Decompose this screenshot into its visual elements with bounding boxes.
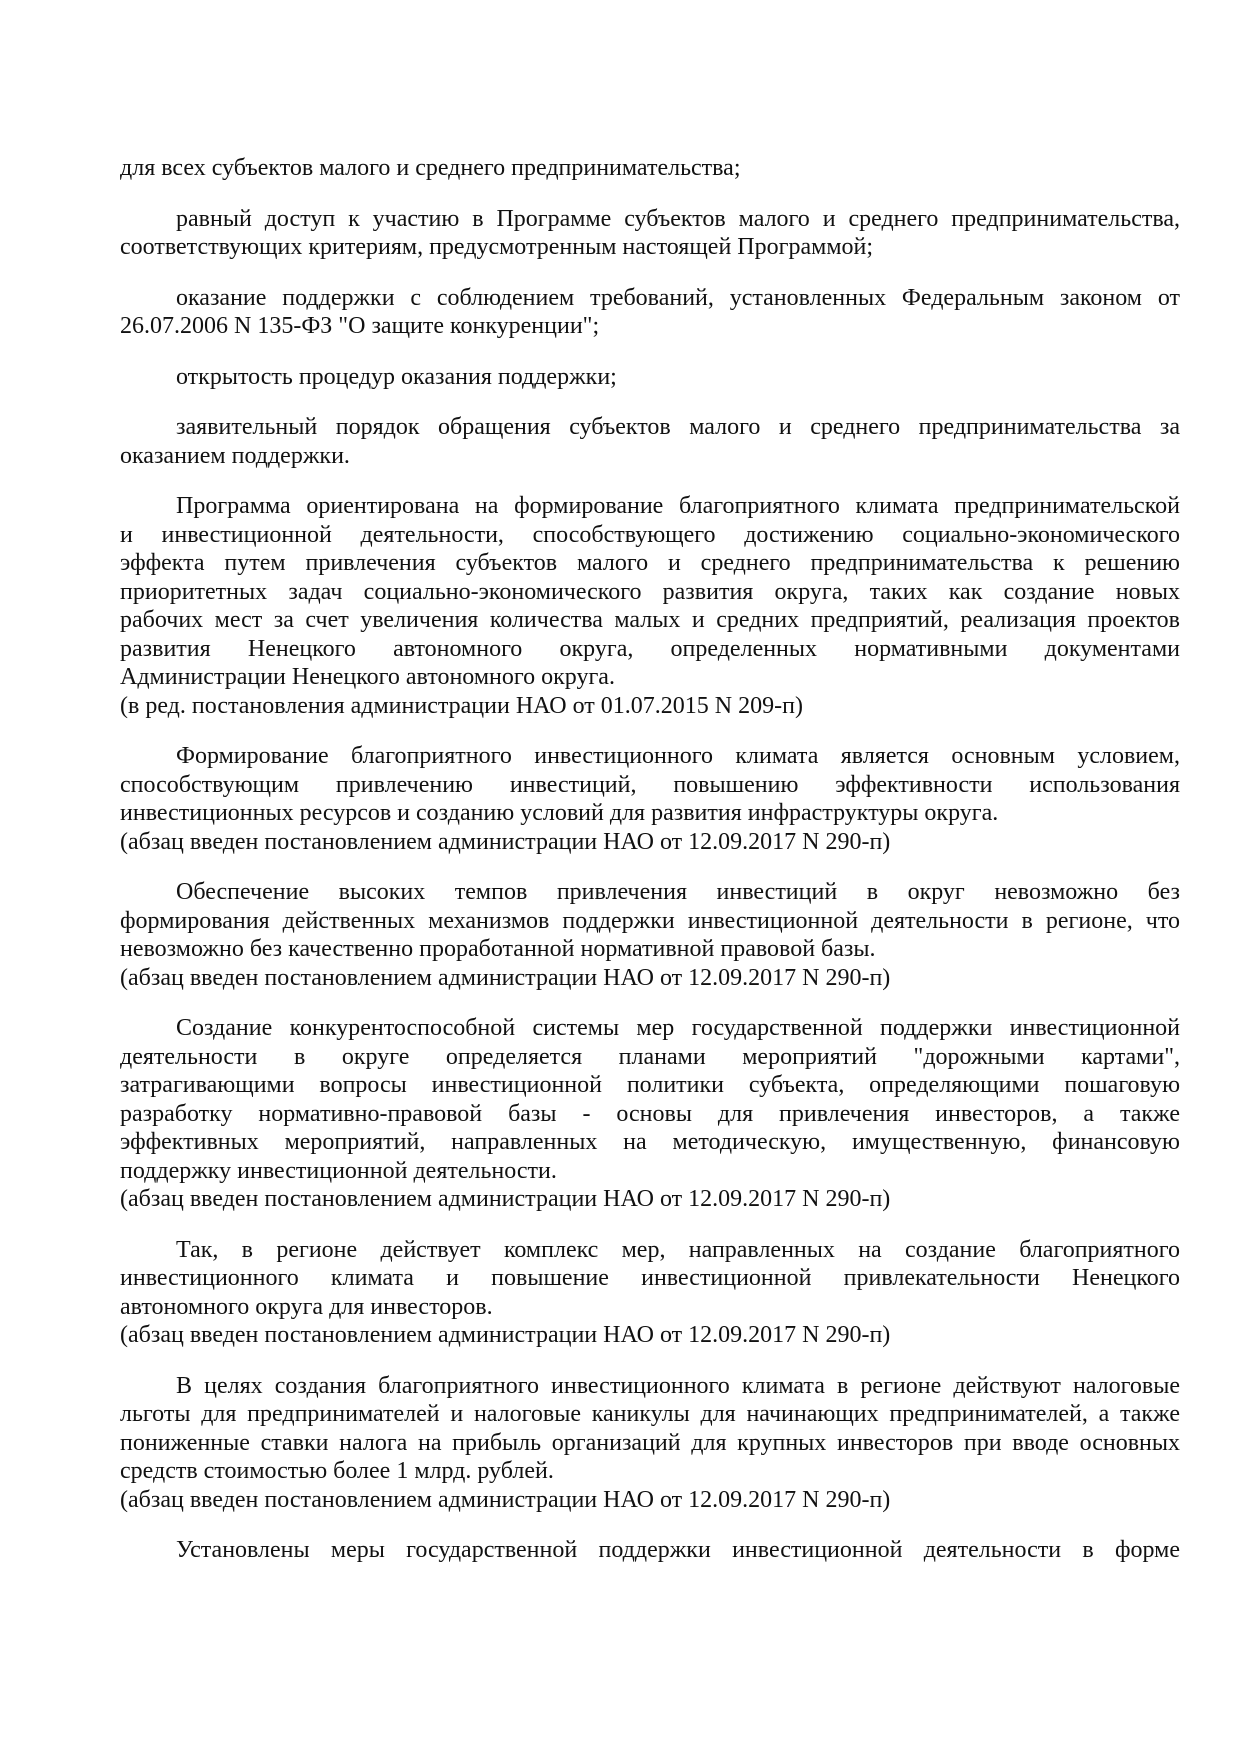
amendment-note: (в ред. постановления администрации НАО от 01.07.2015 N 209-п) xyxy=(120,692,803,719)
amendment-note: (абзац введен постановлением администрации НАО от 12.09.2017 N 290-п) xyxy=(120,1186,891,1212)
paragraph-line: автономного округа для инвесторов. xyxy=(120,1293,493,1320)
paragraph xyxy=(120,878,1180,992)
paragraph-line: оказание поддержки с соблюдением требований, установленных Федеральным законом от xyxy=(176,284,1180,311)
paragraph xyxy=(120,742,1180,856)
paragraph-line: для всех субъектов малого и среднего предпринимательства; xyxy=(120,155,741,181)
paragraph-line: открытость процедур оказания поддержки; xyxy=(176,363,617,390)
paragraph-line: Программа ориентирована на формирование благоприятного климата предпринимательской xyxy=(176,493,1180,519)
paragraph-line: Администрации Ненецкого автономного округа. xyxy=(120,664,615,690)
paragraph-line: развития Ненецкого автономного округа, определенных нормативными документами xyxy=(120,635,1180,662)
paragraph-line: средств стоимостью более 1 млрд. рублей. xyxy=(120,1458,554,1484)
paragraph-line: формирования действенных механизмов поддержки инвестиционной деятельности в регионе, что xyxy=(120,907,1180,934)
paragraph-line: заявительный порядок обращения субъектов малого и среднего предпринимательства за xyxy=(176,414,1180,440)
paragraph-line: приоритетных задач социально-экономического развития округа, таких как создание новых xyxy=(120,578,1180,605)
paragraph-line: Установлены меры государственной поддержки инвестиционной деятельности в форме xyxy=(176,1537,1180,1563)
paragraph xyxy=(120,284,1180,341)
paragraph xyxy=(120,363,1180,392)
paragraph xyxy=(120,1014,1180,1214)
paragraph-line: деятельности в округе определяется планами мероприятий "дорожными картами", xyxy=(120,1043,1180,1070)
paragraph xyxy=(120,1372,1180,1515)
paragraph-line: эффекта путем привлечения субъектов малого и среднего предпринимательства к решению xyxy=(120,550,1180,576)
paragraph-line: Создание конкурентоспособной системы мер государственной поддержки инвестиционной xyxy=(176,1015,1180,1041)
paragraph xyxy=(120,205,1180,262)
paragraph-line: инвестиционных ресурсов и созданию условий для развития инфраструктуры округа. xyxy=(120,800,999,826)
paragraph-line: оказанием поддержки. xyxy=(120,442,350,469)
paragraph-line: способствующим привлечению инвестиций, повышению эффективности использования xyxy=(120,771,1180,798)
paragraph-line: В целях создания благоприятного инвестиционного климата в регионе действуют налоговые xyxy=(176,1372,1180,1399)
paragraph-line: разработку нормативно-правовой базы - основы для привлечения инвесторов, а также xyxy=(120,1100,1180,1127)
paragraph-line: соответствующих критериям, предусмотренным настоящей Программой; xyxy=(120,234,874,260)
paragraph-line: пониженные ставки налога на прибыль организаций для крупных инвесторов при вводе основных xyxy=(120,1429,1180,1456)
paragraph-line: инвестиционного климата и повышение инвестиционной привлекательности Ненецкого xyxy=(120,1265,1180,1291)
paragraph xyxy=(120,154,1180,183)
paragraph-line: Формирование благоприятного инвестиционного климата является основным условием, xyxy=(176,743,1180,769)
document-page xyxy=(120,154,1180,1587)
paragraph-line: 26.07.2006 N 135-ФЗ "О защите конкуренции"; xyxy=(120,313,600,339)
paragraph-line: льготы для предпринимателей и налоговые каникулы для начинающих предпринимателей, а также xyxy=(120,1401,1180,1427)
amendment-note: (абзац введен постановлением администрации НАО от 12.09.2017 N 290-п) xyxy=(120,1486,891,1513)
paragraph-line: затрагивающими вопросы инвестиционной политики субъекта, определяющими пошаговую xyxy=(120,1072,1180,1098)
paragraph-line: рабочих мест за счет увеличения количества малых и средних предприятий, реализация проектов xyxy=(120,607,1180,633)
paragraph-line: эффективных мероприятий, направленных на методическую, имущественную, финансовую xyxy=(120,1129,1180,1155)
paragraph-line: и инвестиционной деятельности, способствующего достижению социально-экономического xyxy=(120,521,1180,548)
paragraph-line: поддержку инвестиционной деятельности. xyxy=(120,1157,557,1184)
paragraph xyxy=(120,1536,1180,1565)
paragraph-line: невозможно без качественно проработанной нормативной правовой базы. xyxy=(120,936,876,962)
paragraph xyxy=(120,492,1180,720)
paragraph xyxy=(120,1236,1180,1350)
amendment-note: (абзац введен постановлением администрации НАО от 12.09.2017 N 290-п) xyxy=(120,1322,891,1348)
amendment-note: (абзац введен постановлением администрации НАО от 12.09.2017 N 290-п) xyxy=(120,828,891,855)
paragraph-line: Обеспечение высоких темпов привлечения инвестиций в округ невозможно без xyxy=(176,879,1180,905)
paragraph-line: равный доступ к участию в Программе субъектов малого и среднего предпринимательства, xyxy=(176,205,1180,232)
paragraph xyxy=(120,413,1180,470)
paragraph-line: Так, в регионе действует комплекс мер, направленных на создание благоприятного xyxy=(176,1236,1180,1263)
amendment-note: (абзац введен постановлением администрации НАО от 12.09.2017 N 290-п) xyxy=(120,964,891,991)
